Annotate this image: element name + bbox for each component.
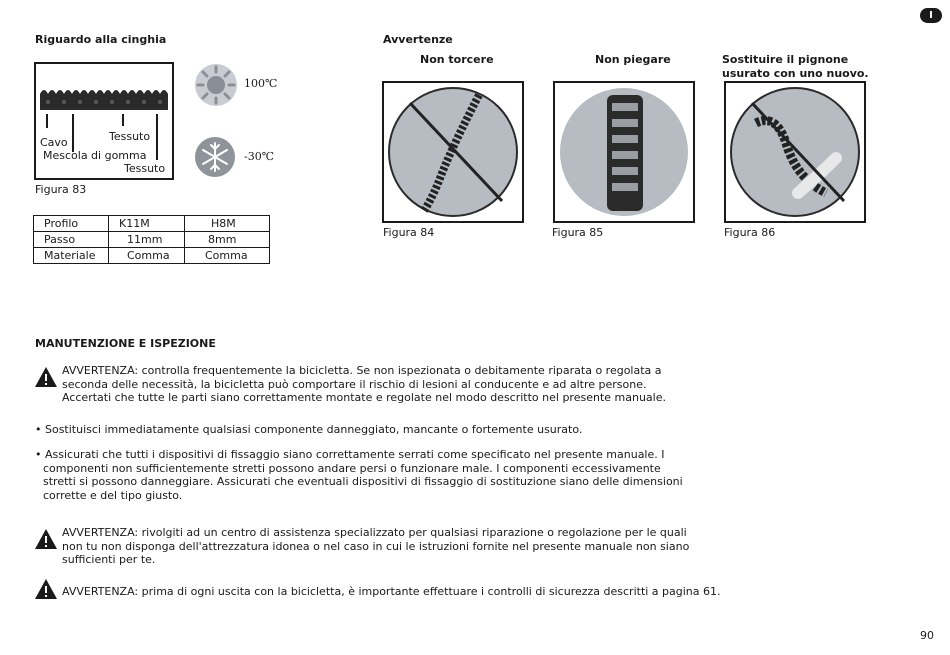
figure-85-heading: Non piegare	[595, 53, 671, 66]
figure-85-caption: Figura 85	[552, 226, 604, 239]
warning-icon	[34, 366, 58, 388]
figure-86-photo	[724, 81, 866, 223]
temp-cold: -30℃	[244, 150, 275, 163]
table-cell: H8M	[185, 216, 270, 232]
table-cell: Comma	[109, 248, 185, 264]
belt-teeth-graphic	[40, 84, 168, 112]
label-tessuto-top: Tessuto	[109, 130, 151, 143]
pointer-line	[156, 114, 158, 160]
warnings-title: Avvertenze	[383, 33, 453, 46]
label-tessuto-bottom: Tessuto	[124, 162, 166, 175]
table-cell: K11M	[109, 216, 185, 232]
table-cell: Comma	[185, 248, 270, 264]
figure-86-caption: Figura 86	[724, 226, 776, 239]
bullet-item-1: • Sostituisci immediatamente qualsiasi componente danneggiato, mancante o fortemente usurato.	[35, 423, 583, 436]
maintenance-title: MANUTENZIONE E ISPEZIONE	[35, 337, 216, 350]
label-mescola: Mescola di gomma	[43, 149, 147, 162]
figure-83-caption: Figura 83	[35, 183, 87, 196]
language-badge: I	[920, 8, 942, 23]
table-cell: 8mm	[185, 232, 270, 248]
label-cavo: Cavo	[40, 136, 68, 149]
bullet-item-2: • Assicurati che tutti i dispositivi di fissaggio siano correttamente serrati come specificato nel presente manuale. I componenti non sufficientemente stretti possono andare persi o funzionare male. I componenti eccessivamente stretti si possono danneggiare. Assicurati che eventuali dispositivi di fissaggio di sostituzione siano delle dimensioni corrette e del tipo giusto.	[35, 448, 683, 502]
warning-text-2: AVVERTENZA: rivolgiti ad un centro di assistenza specializzato per qualsiasi riparazione o regolazione per le quali non tu non disponga dell'attrezzatura idonea o nel caso in cui le istruzioni fornite nel presente manuale non siano sufficienti per te.	[62, 526, 690, 566]
temp-hot: 100℃	[244, 77, 278, 90]
belt-guard-title: Riguardo alla cinghia	[35, 33, 167, 46]
pointer-line	[122, 114, 124, 126]
figure-86-heading: Sostituire il pignone usurato con uno nuovo.	[722, 53, 869, 80]
snowflake-icon	[194, 136, 236, 178]
warning-icon	[34, 528, 58, 550]
table-row	[34, 216, 270, 232]
table-cell: Profilo	[34, 216, 109, 232]
figure-84-caption: Figura 84	[383, 226, 435, 239]
page-number: 90	[920, 629, 934, 642]
table-cell: Passo	[34, 232, 109, 248]
belt-cross-section-diagram	[34, 62, 174, 180]
figure-84-heading: Non torcere	[420, 53, 494, 66]
pointer-line	[72, 114, 74, 152]
sun-icon	[194, 63, 238, 107]
table-cell: Materiale	[34, 248, 109, 264]
table-cell: 11mm	[109, 232, 185, 248]
pointer-line	[46, 114, 48, 128]
warning-text-3: AVVERTENZA: prima di ogni uscita con la bicicletta, è importante effettuare i controlli di sicurezza descritti a pagina 61.	[62, 585, 721, 598]
figure-85-photo	[553, 81, 695, 223]
table-row	[34, 248, 270, 264]
warning-text-1: AVVERTENZA: controlla frequentemente la bicicletta. Se non ispezionata o debitamente riparata o regolata a seconda delle necessità, la bicicletta può comportare il rischio di lesioni al conducente e ad altre persone. Accertati che tutte le parti siano correttamente montate e regolate nel modo descritto nel presente manuale.	[62, 364, 666, 404]
table-row	[34, 232, 270, 248]
figure-84-photo	[382, 81, 524, 223]
belt-spec-table	[33, 215, 270, 264]
warning-icon	[34, 578, 58, 600]
